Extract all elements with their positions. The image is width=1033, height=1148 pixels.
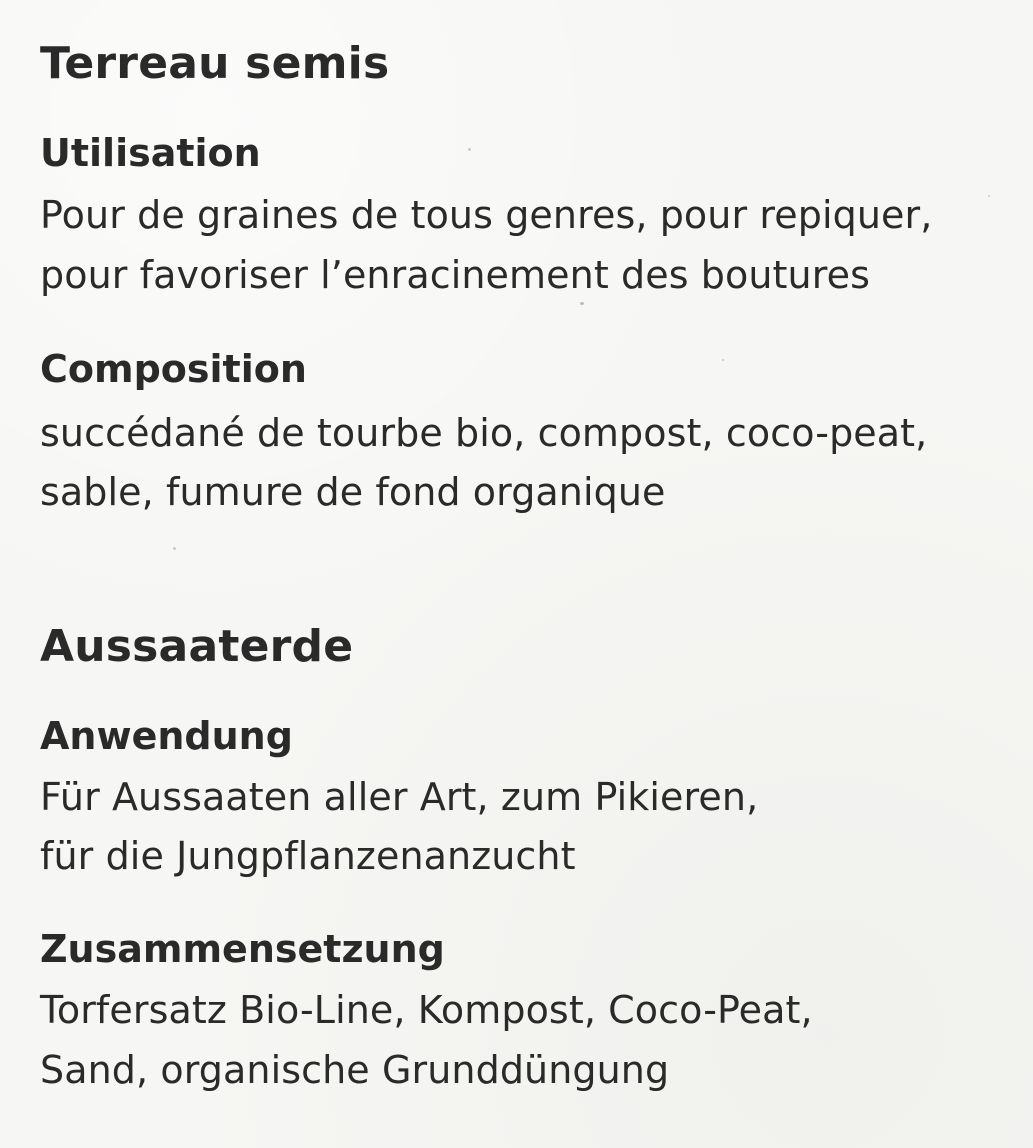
german-title: Aussaaterde: [40, 621, 354, 672]
french-usage-heading: Utilisation: [40, 131, 261, 175]
french-usage-line-2: pour favoriser l’enracinement des boutures: [40, 253, 870, 297]
french-usage-line-1: Pour de graines de tous genres, pour repiquer,: [40, 193, 933, 237]
french-composition-line-2: sable, fumure de fond organique: [40, 470, 666, 514]
paper-speck: [468, 148, 471, 151]
paper-speck: [580, 302, 584, 305]
paper-speck: [722, 359, 724, 361]
paper-speck: [173, 547, 176, 550]
german-composition-heading: Zusammensetzung: [40, 927, 445, 971]
german-usage-line-1: Für Aussaaten aller Art, zum Pikieren,: [40, 775, 759, 819]
french-title: Terreau semis: [40, 38, 390, 89]
german-usage-heading: Anwendung: [40, 714, 293, 758]
german-usage-line-2: für die Jungpflanzenanzucht: [40, 834, 576, 878]
french-composition-heading: Composition: [40, 347, 307, 391]
french-composition-line-1: succédané de tourbe bio, compost, coco-peat,: [40, 411, 928, 455]
german-composition-line-2: Sand, organische Grunddüngung: [40, 1048, 670, 1092]
paper-speck: [988, 195, 990, 197]
german-composition-line-1: Torfersatz Bio-Line, Kompost, Coco-Peat,: [40, 988, 813, 1032]
